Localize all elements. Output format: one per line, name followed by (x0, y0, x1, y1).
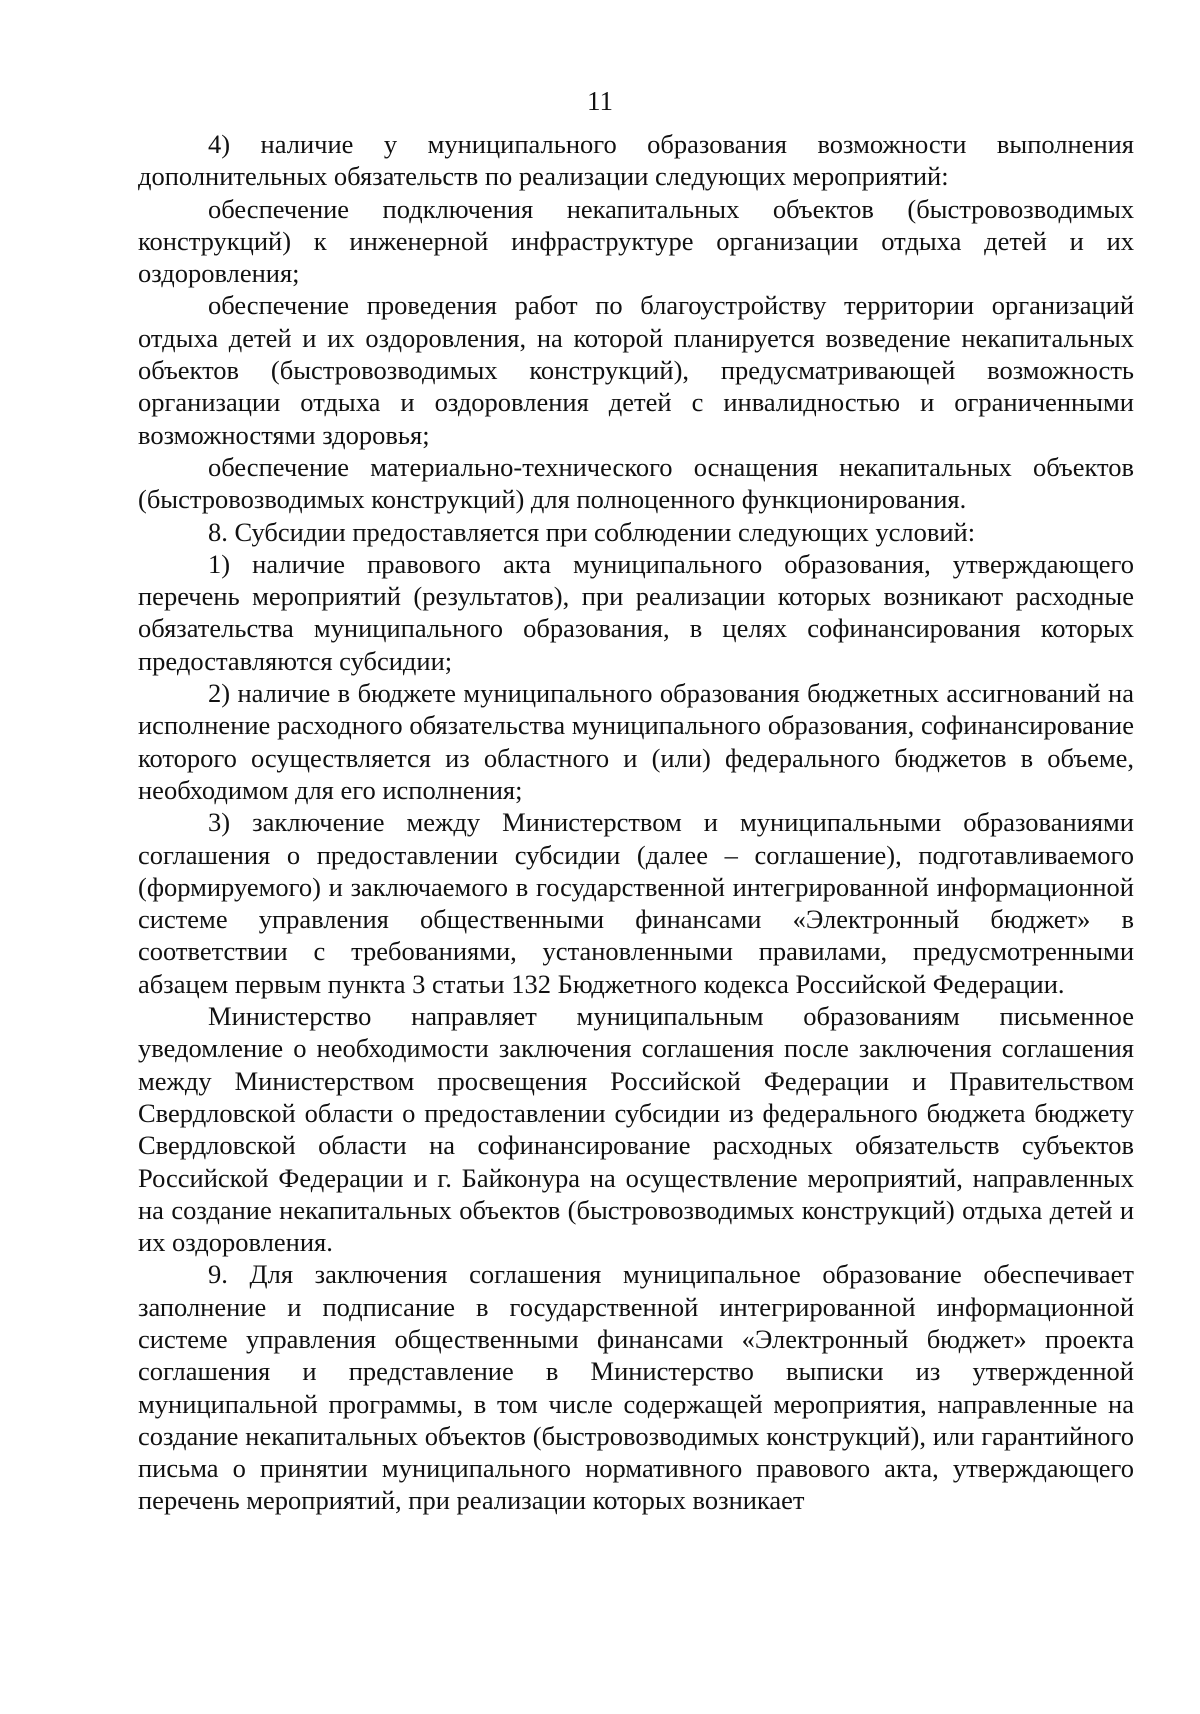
paragraph-condition-3: 3) заключение между Министерством и муниципальными образованиями соглашения о предоставлении субсидии (далее – соглашение), подготавливаемого (формируемого) и заключаемого в государственной интегрированной информационной системе управления общественными финансами «Электронный бюджет» в соответствии с требованиями, установленными правилами, предусмотренными абзацем первым пункта 3 статьи 132 Бюджетного кодекса Российской Федерации. (138, 807, 1134, 999)
paragraph-connection: обеспечение подключения некапитальных объектов (быстровозводимых конструкций) к инженерной инфраструктуре организации отдыха детей и их оздоровления; (138, 193, 1134, 289)
paragraph-ministry-notice: Министерство направляет муниципальным образованиям письменное уведомление о необходимости заключения соглашения после заключения соглашения между Министерством просвещения Российской Федерации и Правительством Свердловской области о предоставлении субсидии из федерального бюджета бюджету Свердловской области на софинансирование расходных обязательств субъектов Российской Федерации и г. Байконура на осуществление мероприятий, направленных на создание некапитальных объектов (быстровозводимых конструкций) отдыха детей и их оздоровления. (138, 1001, 1134, 1258)
document-body (138, 128, 1134, 1517)
paragraph-condition-2: 2) наличие в бюджете муниципального образования бюджетных ассигнований на исполнение расходного обязательства муниципального образования, софинансирование которого осуществляется из областного и (или) федерального бюджетов в объеме, необходимом для его исполнения; (138, 678, 1134, 805)
paragraph-item-4: 4) наличие у муниципального образования возможности выполнения дополнительных обязательств по реализации следующих мероприятий: (138, 129, 1134, 192)
paragraph-section-8: 8. Субсидии предоставляется при соблюдении следующих условий: (208, 516, 976, 547)
paragraph-section-9: 9. Для заключения соглашения муниципальное образование обеспечивает заполнение и подписание в государственной интегрированной информационной системе управления общественными финансами «Электронный бюджет» проекта соглашения и представление в Министерство выписки из утвержденной муниципальной программы, в том числе содержащей мероприятия, направленные на создание некапитальных объектов (быстровозводимых конструкций), или гарантийного письма о принятии муниципального нормативного правового акта, утверждающего перечень мероприятий, при реализации которых возникает (138, 1259, 1134, 1516)
paragraph-condition-1: 1) наличие правового акта муниципального образования, утверждающего перечень мероприятий (результатов), при реализации которых возникают расходные обязательства муниципального образования, в целях софинансирования которых предоставляются субсидии; (138, 548, 1134, 676)
paragraph-landscaping: обеспечение проведения работ по благоустройству территории организаций отдыха детей и их оздоровления, на которой планируется возведение некапитальных объектов (быстровозводимых конструкций), предусматривающей возможность организации отдыха и оздоровления детей с инвалидностью и ограниченными возможностями здоровья; (138, 290, 1134, 450)
page-number: 11 (587, 86, 613, 116)
paragraph-equipment: обеспечение материально-технического оснащения некапитальных объектов (быстровозводимых конструкций) для полноценного функционирования. (138, 451, 1134, 515)
